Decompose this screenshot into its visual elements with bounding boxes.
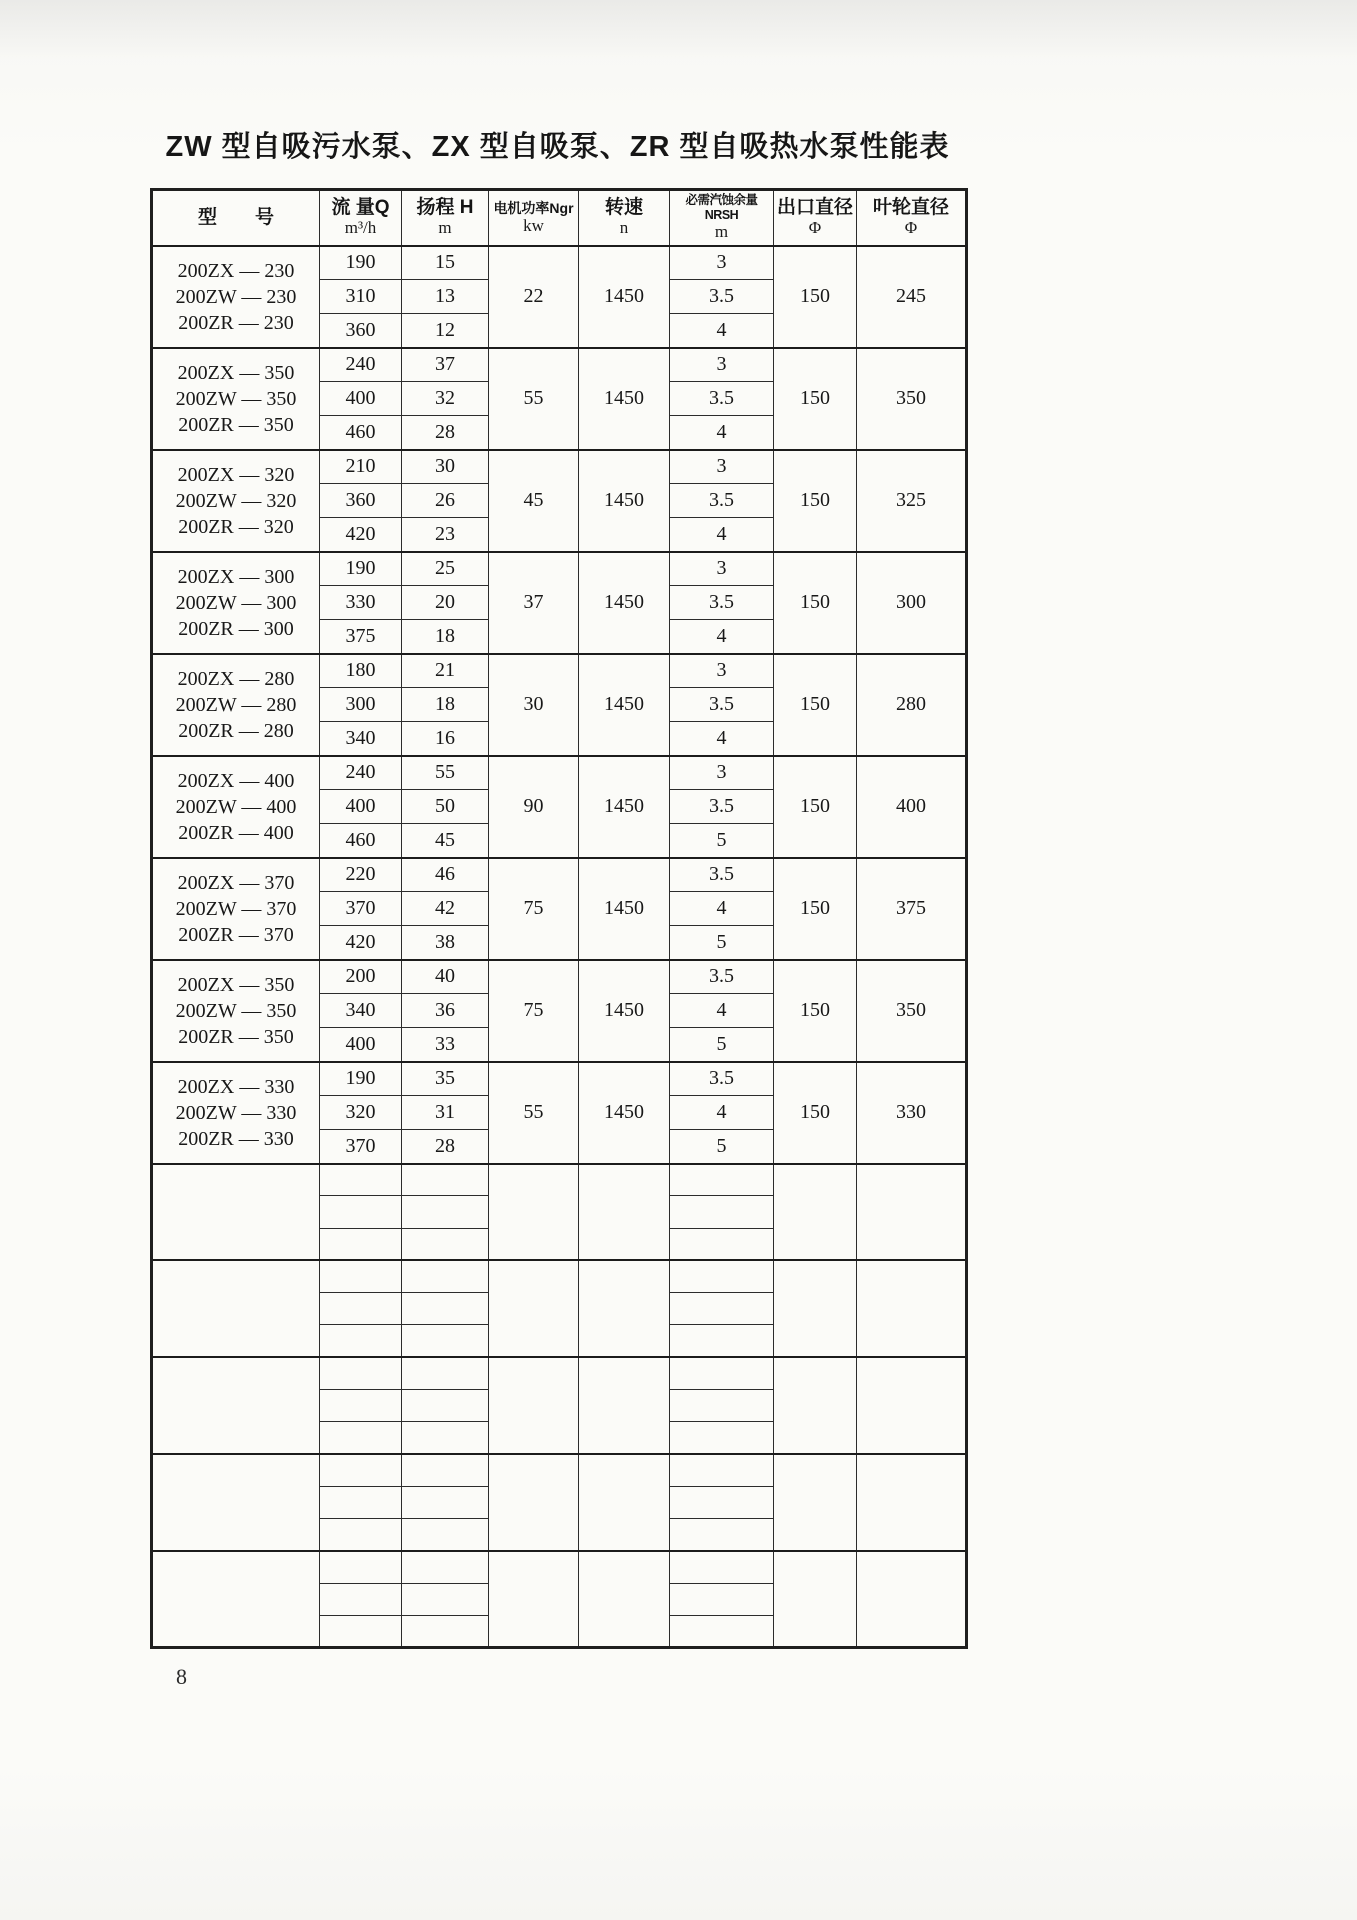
outlet-diameter-value: 150: [774, 450, 857, 552]
page-number: 8: [176, 1664, 187, 1689]
head-value: 37: [402, 348, 489, 382]
table-header: [152, 190, 967, 246]
header-flow-unit: m³/h: [344, 218, 377, 238]
table-row: [152, 450, 967, 484]
speed-value: [579, 1260, 670, 1357]
npsh-value: 3.5: [670, 280, 774, 314]
power-value: 30: [489, 654, 579, 756]
power-value: [489, 1357, 579, 1454]
model-name: 200ZX — 350: [177, 361, 295, 384]
speed-value: 1450: [579, 552, 670, 654]
flow-value: [320, 1228, 402, 1260]
npsh-value: 4: [670, 1096, 774, 1130]
header-npsh-unit: m: [714, 221, 729, 241]
impeller-diameter-value: 325: [857, 450, 967, 552]
flow-value: 200: [320, 960, 402, 994]
table-row: [152, 552, 967, 586]
npsh-value: 3.5: [670, 688, 774, 722]
npsh-value: [670, 1325, 774, 1357]
impeller-diameter-value: 375: [857, 858, 967, 960]
npsh-value: 4: [670, 994, 774, 1028]
head-value: 18: [402, 620, 489, 654]
model-name: 200ZR — 320: [178, 515, 294, 538]
header-impeller-label: 叶轮直径: [872, 196, 949, 218]
head-value: [402, 1519, 489, 1551]
npsh-value: 3: [670, 654, 774, 688]
npsh-value: 3.5: [670, 960, 774, 994]
head-value: [402, 1260, 489, 1292]
npsh-value: [670, 1616, 774, 1648]
npsh-value: [670, 1357, 774, 1389]
impeller-diameter-value: [857, 1357, 967, 1454]
npsh-value: 5: [670, 1130, 774, 1164]
model-group: [152, 858, 967, 960]
power-value: [489, 1260, 579, 1357]
model-name: 200ZX — 330: [177, 1075, 295, 1098]
impeller-diameter-value: [857, 1260, 967, 1357]
npsh-value: [670, 1422, 774, 1454]
head-value: 36: [402, 994, 489, 1028]
head-value: [402, 1583, 489, 1615]
model-name: 200ZX — 320: [177, 463, 295, 486]
npsh-value: 3.5: [670, 1062, 774, 1096]
model-group: [152, 1164, 967, 1261]
speed-value: [579, 1164, 670, 1261]
column-header-npsh: [670, 190, 774, 246]
header-npsh-label: 必需汽蚀余量NRSH: [685, 193, 758, 222]
outlet-diameter-value: 150: [774, 1062, 857, 1164]
header-row: [152, 190, 967, 246]
npsh-value: 5: [670, 824, 774, 858]
header-speed-label: 转速: [604, 196, 643, 218]
speed-value: 1450: [579, 348, 670, 450]
head-value: 32: [402, 382, 489, 416]
npsh-value: [670, 1164, 774, 1196]
model-group: [152, 450, 967, 552]
power-value: 90: [489, 756, 579, 858]
model-cell: [152, 348, 320, 450]
model-name: 200ZX — 370: [177, 871, 295, 894]
flow-value: [320, 1454, 402, 1486]
model-name: 200ZR — 300: [178, 617, 294, 640]
power-value: 55: [489, 1062, 579, 1164]
impeller-diameter-value: 330: [857, 1062, 967, 1164]
outlet-diameter-value: 150: [774, 654, 857, 756]
head-value: [402, 1325, 489, 1357]
head-value: [402, 1196, 489, 1228]
table-row: [152, 246, 967, 280]
head-value: 15: [402, 246, 489, 280]
npsh-value: 3.5: [670, 484, 774, 518]
model-name: 200ZR — 330: [178, 1127, 294, 1150]
power-value: 55: [489, 348, 579, 450]
model-name: 200ZW — 330: [175, 1101, 297, 1124]
model-cell: [152, 1454, 320, 1551]
flow-value: 330: [320, 586, 402, 620]
flow-value: 310: [320, 280, 402, 314]
impeller-diameter-value: 245: [857, 246, 967, 348]
model-name: 200ZW — 350: [175, 387, 297, 410]
model-cell: [152, 1357, 320, 1454]
npsh-value: [670, 1390, 774, 1422]
model-cell: [152, 1062, 320, 1164]
head-value: 28: [402, 1130, 489, 1164]
flow-value: 340: [320, 722, 402, 756]
column-header-speed: [579, 190, 670, 246]
flow-value: 190: [320, 246, 402, 280]
flow-value: 370: [320, 1130, 402, 1164]
head-value: 12: [402, 314, 489, 348]
flow-value: [320, 1357, 402, 1389]
head-value: 40: [402, 960, 489, 994]
flow-value: [320, 1325, 402, 1357]
flow-value: 320: [320, 1096, 402, 1130]
flow-value: 220: [320, 858, 402, 892]
npsh-value: 3.5: [670, 790, 774, 824]
flow-value: [320, 1519, 402, 1551]
flow-value: 190: [320, 552, 402, 586]
outlet-diameter-value: 150: [774, 246, 857, 348]
model-name: 200ZX — 350: [177, 973, 295, 996]
npsh-value: [670, 1583, 774, 1615]
outlet-diameter-value: [774, 1164, 857, 1261]
npsh-value: 3.5: [670, 858, 774, 892]
outlet-diameter-value: 150: [774, 858, 857, 960]
npsh-value: [670, 1519, 774, 1551]
header-impeller-unit: Φ: [904, 218, 918, 238]
outlet-diameter-value: [774, 1454, 857, 1551]
table-row: [152, 960, 967, 994]
table-row: [152, 654, 967, 688]
npsh-value: 3: [670, 450, 774, 484]
power-value: 22: [489, 246, 579, 348]
head-value: [402, 1486, 489, 1518]
outlet-diameter-value: 150: [774, 348, 857, 450]
header-outlet-unit: Φ: [808, 218, 822, 238]
impeller-diameter-value: [857, 1164, 967, 1261]
npsh-value: 5: [670, 926, 774, 960]
head-value: [402, 1228, 489, 1260]
page-title: ZW 型自吸污水泵、ZX 型自吸泵、ZR 型自吸热水泵性能表: [165, 131, 950, 163]
npsh-value: 4: [670, 314, 774, 348]
model-name: 200ZR — 230: [178, 311, 294, 334]
model-group: [152, 756, 967, 858]
flow-value: 460: [320, 416, 402, 450]
power-value: 75: [489, 858, 579, 960]
head-value: 21: [402, 654, 489, 688]
outlet-diameter-value: [774, 1260, 857, 1357]
flow-value: [320, 1422, 402, 1454]
model-group: [152, 552, 967, 654]
head-value: 42: [402, 892, 489, 926]
speed-value: 1450: [579, 756, 670, 858]
npsh-value: [670, 1486, 774, 1518]
model-name: 200ZX — 300: [177, 565, 295, 588]
npsh-value: 4: [670, 722, 774, 756]
model-group: [152, 654, 967, 756]
impeller-diameter-value: 400: [857, 756, 967, 858]
npsh-value: 3.5: [670, 586, 774, 620]
head-value: 35: [402, 1062, 489, 1096]
model-cell: [152, 858, 320, 960]
power-value: 37: [489, 552, 579, 654]
power-value: [489, 1164, 579, 1261]
outlet-diameter-value: [774, 1551, 857, 1648]
model-cell: [152, 246, 320, 348]
head-value: 45: [402, 824, 489, 858]
head-value: [402, 1551, 489, 1583]
power-value: 45: [489, 450, 579, 552]
speed-value: 1450: [579, 450, 670, 552]
npsh-value: 5: [670, 1028, 774, 1062]
outlet-diameter-value: 150: [774, 552, 857, 654]
head-value: [402, 1293, 489, 1325]
column-header-model: [152, 190, 320, 246]
model-group: [152, 246, 967, 348]
speed-value: [579, 1357, 670, 1454]
flow-value: 340: [320, 994, 402, 1028]
head-value: [402, 1422, 489, 1454]
model-name: 200ZX — 400: [177, 769, 295, 792]
model-name: 200ZW — 300: [175, 591, 297, 614]
table-row: [152, 1454, 967, 1486]
model-group: [152, 1357, 967, 1454]
flow-value: 420: [320, 926, 402, 960]
npsh-value: 4: [670, 416, 774, 450]
model-name: 200ZR — 280: [178, 719, 294, 742]
head-value: [402, 1357, 489, 1389]
model-cell: [152, 1260, 320, 1357]
npsh-value: 4: [670, 620, 774, 654]
npsh-value: 3.5: [670, 382, 774, 416]
outlet-diameter-value: 150: [774, 960, 857, 1062]
speed-value: 1450: [579, 960, 670, 1062]
npsh-value: [670, 1260, 774, 1292]
impeller-diameter-value: 350: [857, 960, 967, 1062]
impeller-diameter-value: 300: [857, 552, 967, 654]
npsh-value: 3: [670, 552, 774, 586]
flow-value: 400: [320, 790, 402, 824]
model-group: [152, 960, 967, 1062]
flow-value: 460: [320, 824, 402, 858]
head-value: [402, 1390, 489, 1422]
head-value: 46: [402, 858, 489, 892]
table-row: [152, 1260, 967, 1292]
flow-value: 300: [320, 688, 402, 722]
impeller-diameter-value: [857, 1454, 967, 1551]
model-cell: [152, 1551, 320, 1648]
power-value: [489, 1551, 579, 1648]
model-group: [152, 1454, 967, 1551]
head-value: 55: [402, 756, 489, 790]
head-value: 18: [402, 688, 489, 722]
model-cell: [152, 960, 320, 1062]
header-power-label: 电机功率Ngr: [493, 199, 574, 216]
model-name: 200ZX — 230: [177, 259, 295, 282]
flow-value: [320, 1260, 402, 1292]
flow-value: 370: [320, 892, 402, 926]
head-value: 28: [402, 416, 489, 450]
flow-value: [320, 1196, 402, 1228]
impeller-diameter-value: 350: [857, 348, 967, 450]
model-group: [152, 1551, 967, 1648]
head-value: 31: [402, 1096, 489, 1130]
flow-value: 400: [320, 1028, 402, 1062]
flow-value: [320, 1583, 402, 1615]
column-header-head: [402, 190, 489, 246]
model-name: 200ZW — 320: [175, 489, 297, 512]
table-row: [152, 1551, 967, 1583]
power-value: [489, 1454, 579, 1551]
table-row: [152, 858, 967, 892]
flow-value: [320, 1551, 402, 1583]
flow-value: [320, 1390, 402, 1422]
table-row: [152, 1357, 967, 1389]
impeller-diameter-value: 280: [857, 654, 967, 756]
column-header-outlet: [774, 190, 857, 246]
model-group: [152, 1062, 967, 1164]
head-value: [402, 1616, 489, 1648]
npsh-value: 3: [670, 246, 774, 280]
scan-artifact: [0, 0, 1357, 60]
flow-value: 420: [320, 518, 402, 552]
model-name: 200ZW — 230: [175, 285, 297, 308]
head-value: 25: [402, 552, 489, 586]
column-header-impeller: [857, 190, 967, 246]
model-name: 200ZW — 280: [175, 693, 297, 716]
flow-value: 375: [320, 620, 402, 654]
head-value: [402, 1164, 489, 1196]
header-outlet-label: 出口直径: [776, 196, 853, 218]
column-header-power: [489, 190, 579, 246]
table-row: [152, 348, 967, 382]
head-value: 26: [402, 484, 489, 518]
power-value: 75: [489, 960, 579, 1062]
model-group: [152, 1260, 967, 1357]
model-cell: [152, 756, 320, 858]
head-value: 23: [402, 518, 489, 552]
column-header-flow: [320, 190, 402, 246]
model-name: 200ZR — 350: [178, 413, 294, 436]
speed-value: 1450: [579, 1062, 670, 1164]
speed-value: 1450: [579, 858, 670, 960]
table-row: [152, 1062, 967, 1096]
npsh-value: [670, 1551, 774, 1583]
flow-value: 210: [320, 450, 402, 484]
model-name: 200ZR — 400: [178, 821, 294, 844]
model-cell: [152, 1164, 320, 1261]
flow-value: [320, 1293, 402, 1325]
model-name: 200ZR — 350: [178, 1025, 294, 1048]
model-cell: [152, 552, 320, 654]
pump-performance-table: [150, 188, 968, 1649]
npsh-value: [670, 1293, 774, 1325]
model-group: [152, 348, 967, 450]
header-speed-unit: n: [619, 218, 629, 238]
model-cell: [152, 450, 320, 552]
npsh-value: 3: [670, 348, 774, 382]
flow-value: 180: [320, 654, 402, 688]
model-name: 200ZW — 350: [175, 999, 297, 1022]
npsh-value: [670, 1228, 774, 1260]
npsh-value: 3: [670, 756, 774, 790]
header-power-unit: kw: [523, 215, 544, 235]
model-name: 200ZW — 400: [175, 795, 297, 818]
speed-value: 1450: [579, 654, 670, 756]
speed-value: 1450: [579, 246, 670, 348]
npsh-value: 4: [670, 892, 774, 926]
flow-value: 400: [320, 382, 402, 416]
header-head-label: 扬程 H: [416, 196, 474, 218]
head-value: 50: [402, 790, 489, 824]
speed-value: [579, 1454, 670, 1551]
flow-value: 240: [320, 348, 402, 382]
header-model-label: 型 号: [197, 206, 274, 228]
npsh-value: 4: [670, 518, 774, 552]
model-name: 200ZR — 370: [178, 923, 294, 946]
header-flow-label: 流 量Q: [331, 196, 390, 218]
head-value: 30: [402, 450, 489, 484]
flow-value: [320, 1486, 402, 1518]
npsh-value: [670, 1454, 774, 1486]
model-cell: [152, 654, 320, 756]
impeller-diameter-value: [857, 1551, 967, 1648]
flow-value: [320, 1616, 402, 1648]
flow-value: 360: [320, 314, 402, 348]
head-value: 13: [402, 280, 489, 314]
table-row: [152, 756, 967, 790]
flow-value: 190: [320, 1062, 402, 1096]
model-name: 200ZX — 280: [177, 667, 295, 690]
outlet-diameter-value: 150: [774, 756, 857, 858]
head-value: [402, 1454, 489, 1486]
head-value: 33: [402, 1028, 489, 1062]
flow-value: [320, 1164, 402, 1196]
table-row: [152, 1164, 967, 1196]
flow-value: 240: [320, 756, 402, 790]
outlet-diameter-value: [774, 1357, 857, 1454]
head-value: 16: [402, 722, 489, 756]
head-value: 20: [402, 586, 489, 620]
flow-value: 360: [320, 484, 402, 518]
model-name: 200ZW — 370: [175, 897, 297, 920]
npsh-value: [670, 1196, 774, 1228]
speed-value: [579, 1551, 670, 1648]
header-head-unit: m: [438, 218, 452, 238]
head-value: 38: [402, 926, 489, 960]
